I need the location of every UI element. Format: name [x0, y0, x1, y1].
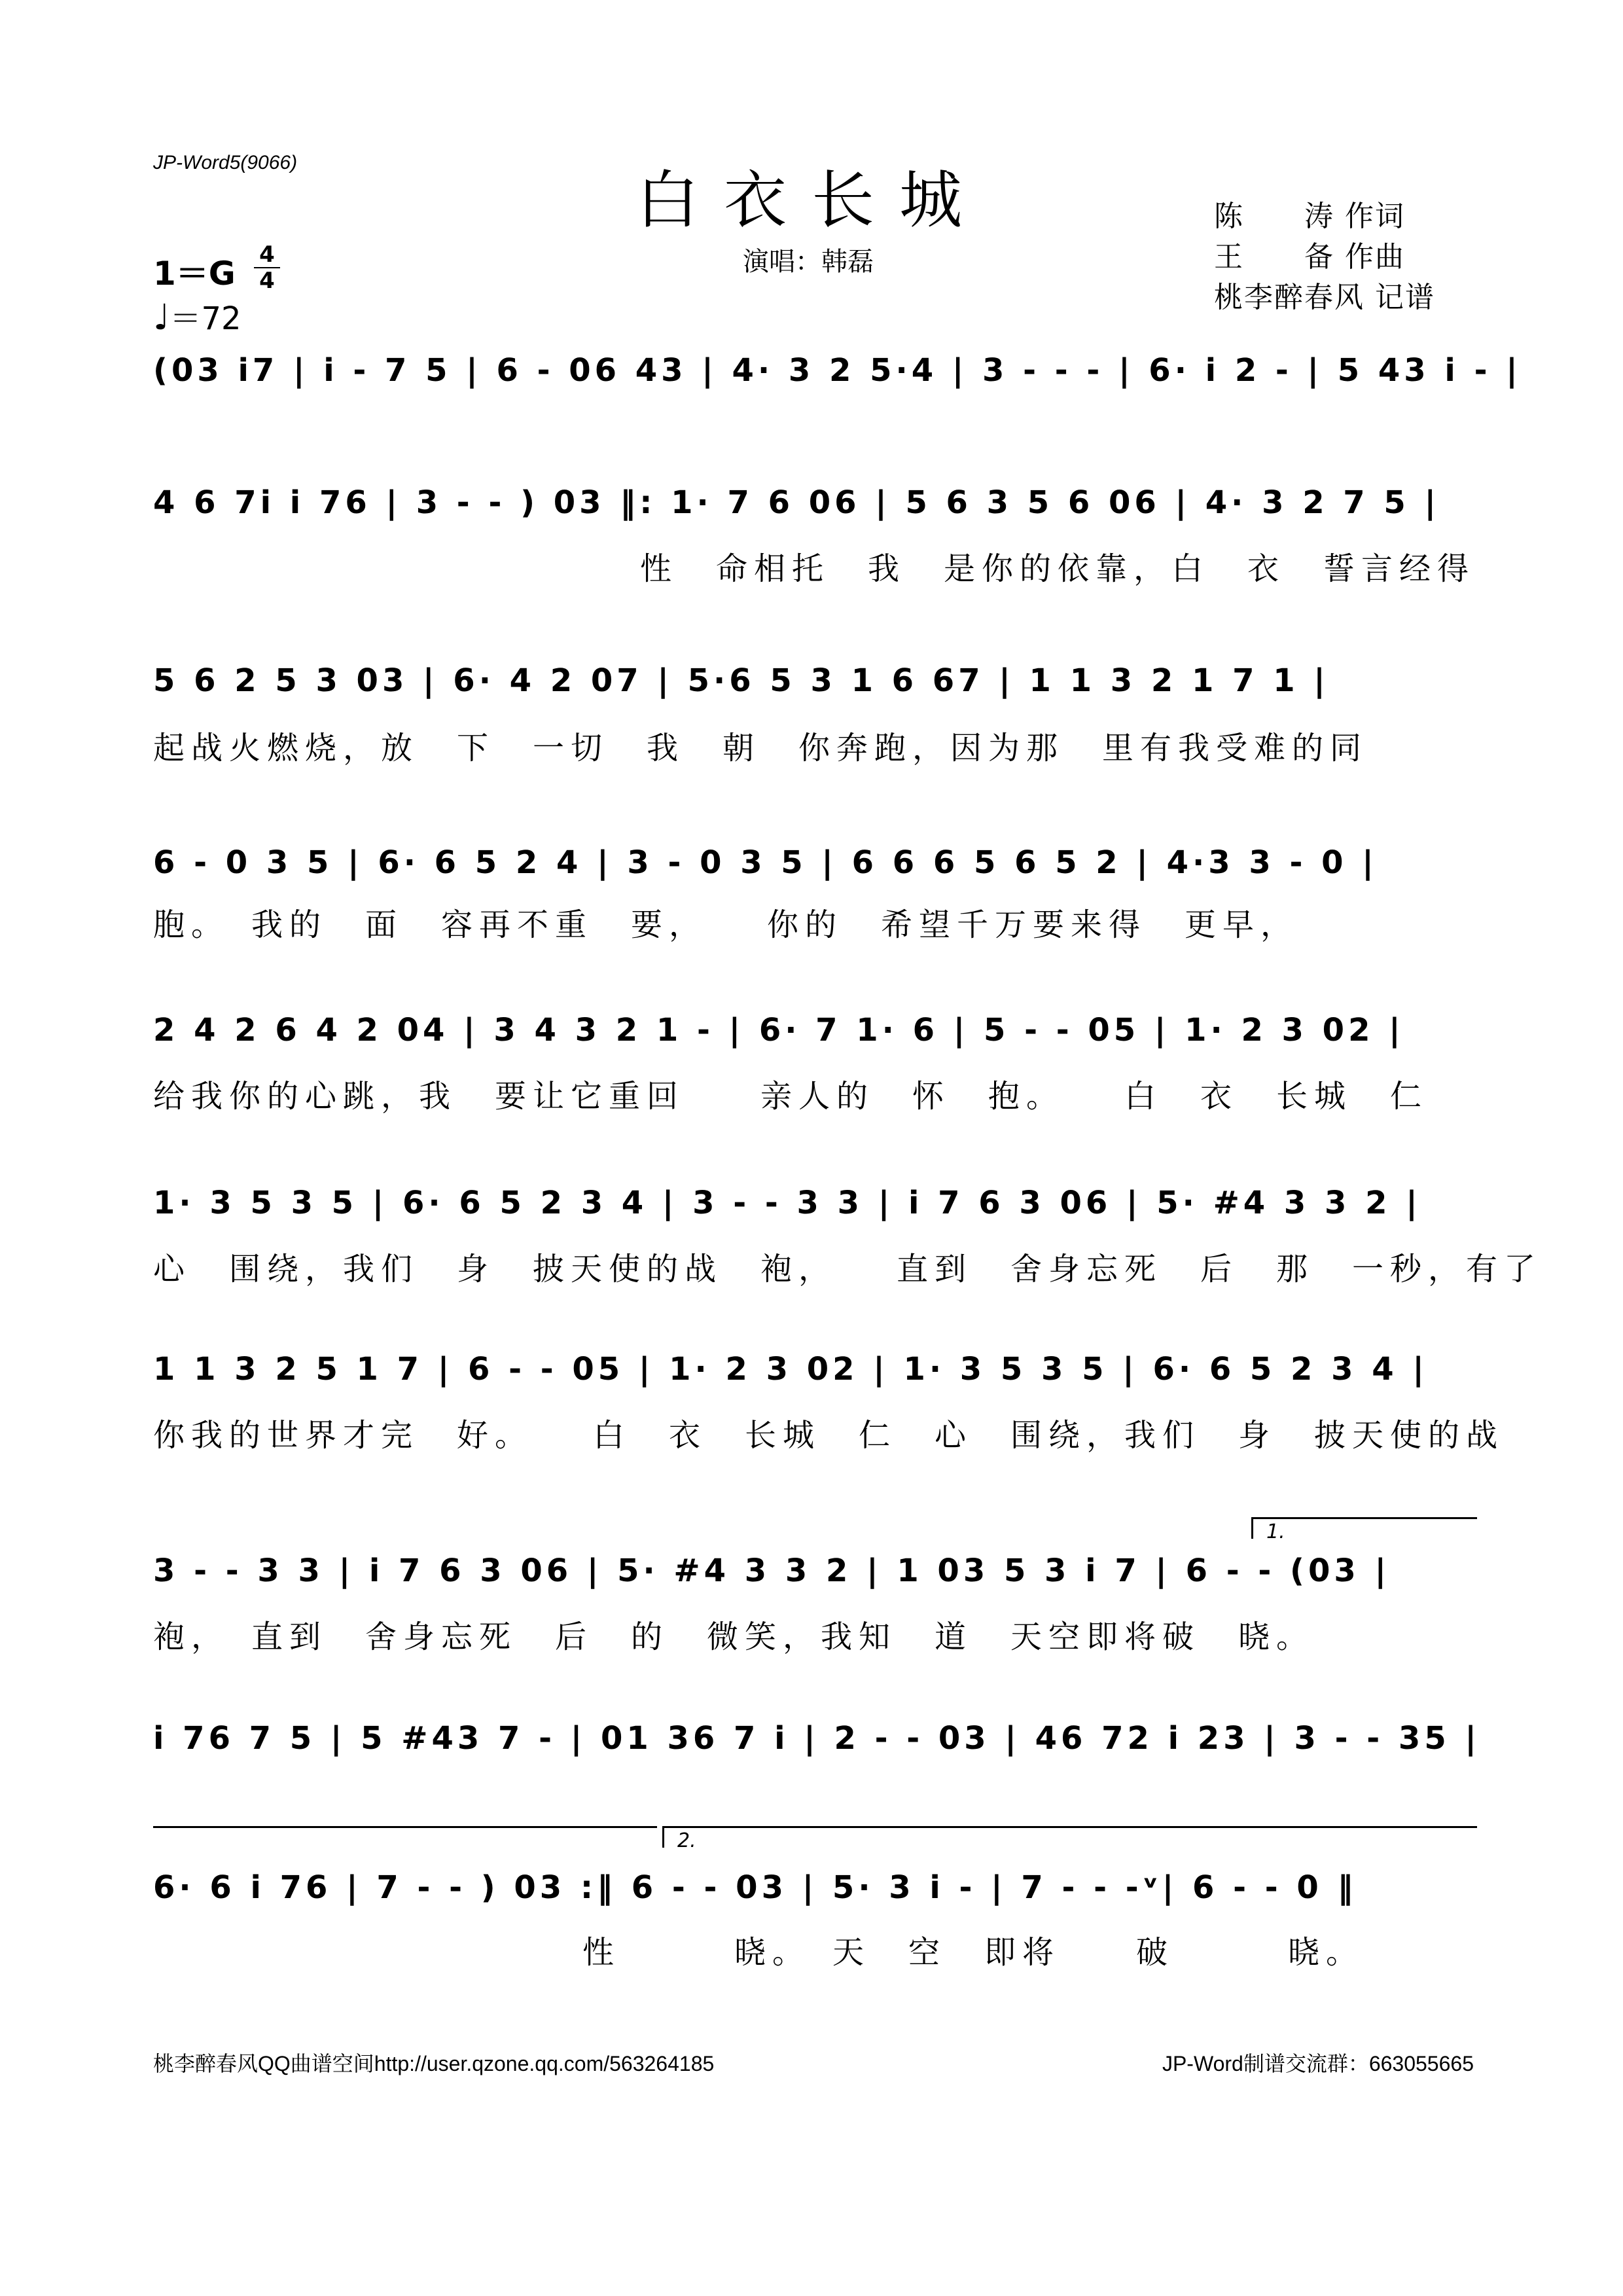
tempo-marking: [153, 293, 241, 338]
score-row-10-notes: 6· 6 i 76 | 7 - - ) 03 :‖ 6 - - 03 | 5· 3 i - | 7 - - -ᵛ| 6 - - 0 ‖: [153, 1869, 1357, 1906]
footer-source-link: 桃李醉春风QQ曲谱空间http://user.qzone.qq.com/563264185: [153, 2052, 715, 2075]
score-row-3-lyrics: 起战火燃烧，放 下 一切 我 朝 你奔跑，因为那 里有我受难的同: [153, 730, 1368, 766]
footer-group-info: JP-Word制谱交流群：663055665: [1162, 2052, 1474, 2075]
second-ending-bracket: [662, 1826, 1477, 1852]
score-row-8-notes: 3 - - 3 3 | i 7 6 3 06 | 5· #4 3 3 2 | 1 03 5 3 i 7 | 6 - - (03 |: [153, 1552, 1391, 1589]
second-ending-label: 2.: [677, 1829, 696, 1852]
score-row-6-lyrics: 心 围绕，我们 身 披天使的战 袍， 直到 舍身忘死 后 那 一秒，有了: [153, 1251, 1543, 1287]
score-row-8-lyrics: 袍， 直到 舍身忘死 后 的 微笑，我知 道 天空即将破 晓。: [153, 1619, 1315, 1655]
time-signature: [254, 243, 280, 292]
time-signature-top: 4: [259, 242, 275, 268]
score-row-2-notes: 4 6 7i i 76 | 3 - - ) 03 ‖: 1· 7 6 06 | 5 6 3 5 6 06 | 4· 3 2 7 5 |: [153, 484, 1440, 521]
score-row-7-lyrics: 你我的世界才完 好。 白 衣 长城 仁 心 围绕，我们 身 披天使的战: [153, 1417, 1505, 1454]
quarter-note-icon: ♩: [153, 296, 170, 338]
tempo-value: ＝72: [169, 300, 241, 337]
key-signature: 1＝G: [153, 255, 236, 293]
score-row-9-notes: i 76 7 5 | 5 #43 7 - | 01 36 7 i | 2 - - 03 | 46 72 i 23 | 3 - - 35 |: [153, 1720, 1480, 1757]
score-row-5-lyrics: 给我你的心跳，我 要让它重回 亲人的 怀 抱。 白 衣 长城 仁: [153, 1078, 1429, 1115]
score-row-7-notes: 1 1 3 2 5 1 7 | 6 - - 05 | 1· 2 3 02 | 1· 3 5 3 5 | 6· 6 5 2 3 4 |: [153, 1351, 1428, 1388]
score-row-1-notes: (03 i7 | i - 7 5 | 6 - 06 43 | 4· 3 2 5·4 | 3 - - - | 6· i 2 - | 5 43 i - |: [153, 352, 1522, 389]
score-row-2-lyrics: 性 命相托 我 是你的依靠，白 衣 誓言经得: [639, 550, 1475, 587]
first-ending-label: 1.: [1266, 1520, 1285, 1543]
score-row-3-notes: 5 6 2 5 3 03 | 6· 4 2 07 | 5·6 5 3 1 6 67 | 1 1 3 2 1 7 1 |: [153, 662, 1329, 699]
composer-credit: 王 备 作曲: [1214, 240, 1405, 274]
song-title: 白衣长城: [636, 164, 987, 237]
software-label: JP-Word5(9066): [153, 152, 298, 173]
score-row-5-notes: 2 4 2 6 4 2 04 | 3 4 3 2 1 - | 6· 7 1· 6 | 5 - - 05 | 1· 2 3 02 |: [153, 1012, 1404, 1049]
score-row-4-notes: 6 - 0 3 5 | 6· 6 5 2 4 | 3 - 0 3 5 | 6 6 6 5 6 5 2 | 4·3 3 - 0 |: [153, 844, 1378, 881]
lyricist-credit: 陈 涛 作词: [1214, 200, 1405, 233]
time-signature-bottom: 4: [259, 268, 275, 294]
transcriber-credit: 桃李醉春风 记谱: [1214, 281, 1435, 314]
score-row-6-notes: 1· 3 5 3 5 | 6· 6 5 2 3 4 | 3 - - 3 3 | i 7 6 3 06 | 5· #4 3 3 2 |: [153, 1185, 1421, 1221]
singer-credit: 演唱：韩磊: [743, 247, 874, 277]
score-row-4-lyrics: 胞。 我的 面 容再不重 要， 你的 希望千万要来得 更早，: [153, 906, 1299, 943]
score-row-10-lyrics: 性 晓。 天 空 即将 破 晓。: [582, 1934, 1364, 1971]
credits-block: [1214, 196, 1435, 318]
first-ending-bracket: [1251, 1517, 1477, 1543]
repeat-section-line: [153, 1826, 657, 1828]
